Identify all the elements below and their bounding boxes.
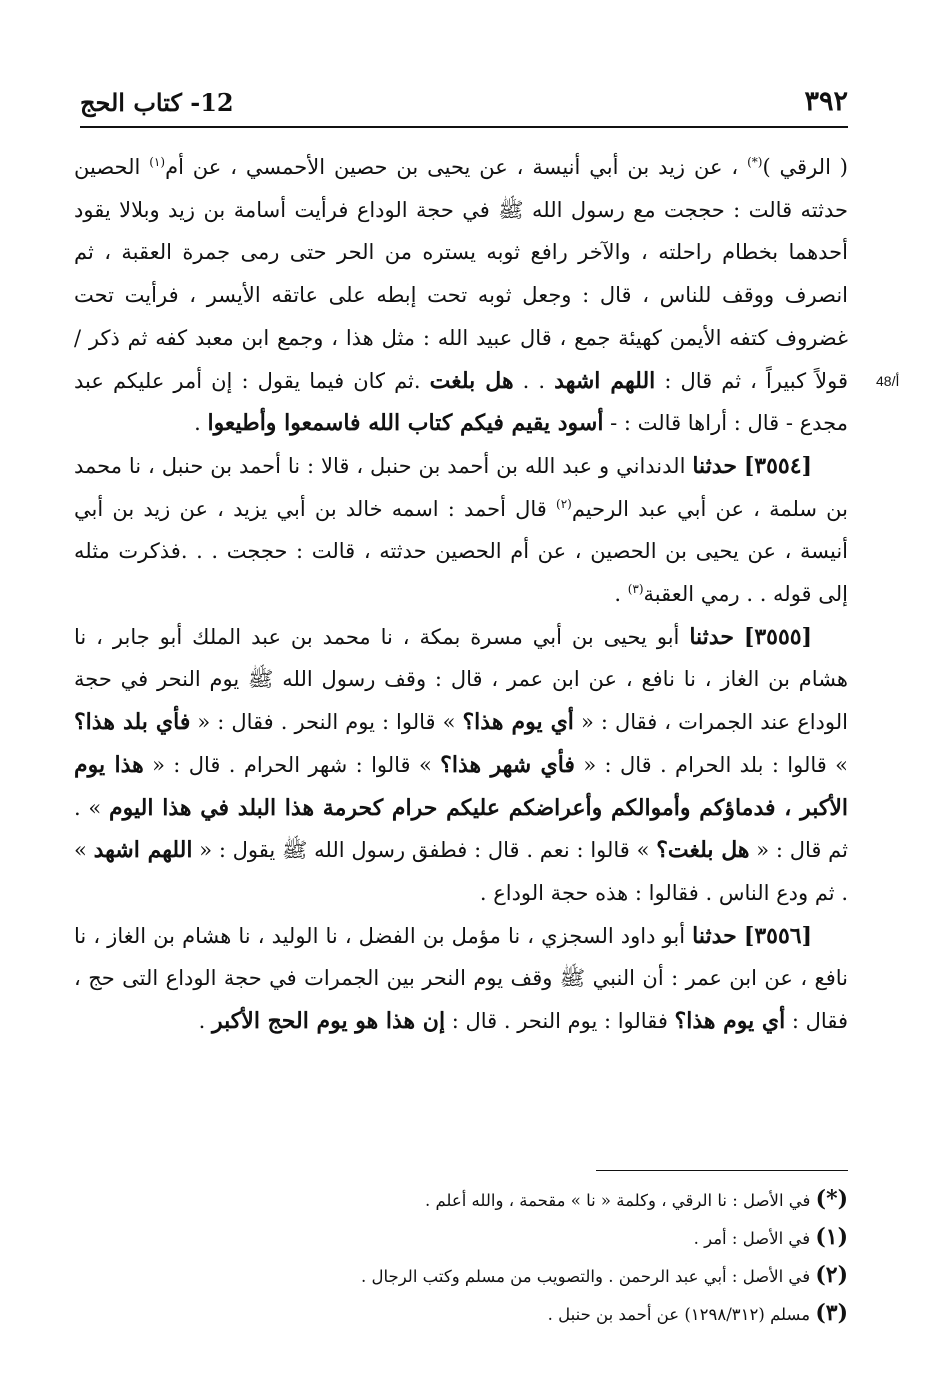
footnote-item <box>150 1219 848 1257</box>
bold-quote: أي يوم هذا؟ <box>462 709 574 736</box>
bold-quote: هل بلغت؟ <box>656 837 750 864</box>
bold-quote: أسود يقيم فيكم كتاب الله فاسمعوا وأطيعوا <box>207 410 604 437</box>
footnote-mark: (٢) <box>815 1262 848 1288</box>
footnote-marker: (*) <box>747 155 763 169</box>
text-segment: قال أحمد : اسمه خالد بن أبي يزيد ، عن زيد بن أبي أنيسة ، عن يحيى بن الحصين ، عن أم الحصين حدثته ، قالت : حججت . . .فذكرت مثله إلى قوله . . رمي العقبة <box>74 496 848 607</box>
footnote-marker: (١) <box>149 155 166 169</box>
footnote-mark: (*) <box>815 1186 848 1212</box>
manuscript-folio-reference: 48/أ <box>876 373 900 389</box>
text-segment: » قالوا : نعم . قال : فطفق رسول الله ﷺ يقول : « <box>192 838 657 863</box>
text-segment: أبو داود السجزي ، نا مؤمل بن الفضل ، نا الوليد ، نا هشام بن الغاز ، نا نافع ، عن ابن عمر : أن النبي ﷺ وقف يوم النحر بين الجمرات في حجة الوداع التى حج ، فقال : <box>74 923 848 1034</box>
running-title: 12- كتاب الحج <box>80 88 234 117</box>
bold-quote: هذا يوم الأكبر ، فدماؤكم وأموالكم وأعراضكم عليكم حرام كحرمة هذا البلد في هذا اليوم <box>74 751 848 821</box>
bold-quote: إن هذا هو يوم الحج الأكبر <box>212 1008 446 1035</box>
text-segment: ( الرقي ) <box>762 155 849 179</box>
footnote-item <box>150 1181 848 1219</box>
footnote-item <box>150 1257 848 1295</box>
text-segment: . <box>614 582 628 607</box>
text-segment: الدنداني و عبد الله بن أحمد بن حنبل ، قالا : نا أحمد بن حنبل ، نا محمد بن سلمة ، عن أبي عبد الرحيم <box>74 453 849 521</box>
hadith-number: [٣٥٥٦] <box>743 922 812 949</box>
footnote-marker: (٣) <box>627 582 644 597</box>
hadith-3555 <box>74 616 848 915</box>
text-segment: ، عن زيد بن أبي أنيسة ، عن يحيى بن حصين الأحمسي ، عن أم <box>165 155 748 179</box>
text-segment: » . ثم ودع الناس . فقالوا : هذه حجة الوداع . <box>74 838 848 905</box>
hadith-number: [٣٥٥٤] <box>743 452 812 479</box>
text-segment: فقالوا : يوم النحر . قال : <box>445 1009 675 1034</box>
text-segment: » قالوا : شهر الحرام . قال : « <box>143 752 441 777</box>
text-segment: .ثم كان فيما يقول : إن أمر عليكم عبد مجدع - قال : أراها قالت : - <box>74 368 848 436</box>
bold-quote: فأي شهر هذا؟ <box>440 751 575 778</box>
hadith-lead: حدثنا <box>689 623 734 650</box>
page-number: ٣٩٢ <box>804 86 848 117</box>
footnote-text: في الأصل : أبي عبد الرحمن . والتصويب من مسلم وكتب الرجال . <box>361 1267 816 1286</box>
bold-quote: فأي بلد هذا؟ <box>74 709 191 736</box>
footnote-text: في الأصل : نا الرقي ، وكلمة « نا » مقحمة ، والله أعلم . <box>424 1191 816 1210</box>
text-segment: . <box>194 411 208 436</box>
hadith-3556 <box>74 915 848 1043</box>
bold-quote: اللهم اشهد <box>554 367 656 394</box>
bold-quote: أي يوم هذا؟ <box>674 1008 786 1035</box>
hadith-lead: حدثنا <box>692 922 737 949</box>
bold-quote: اللهم اشهد <box>93 837 193 864</box>
continuation-paragraph <box>74 146 848 445</box>
footnote-text: في الأصل : أمر . <box>693 1229 816 1248</box>
text-segment: » . ثم قال : « <box>74 795 848 863</box>
footnote-mark: (٣) <box>815 1300 848 1326</box>
text-segment: الحصين حدثته قالت : حججت مع رسول الله ﷺ في حجة الوداع فرأيت أسامة بن زيد وبلالا يقود أحدهما بخطام راحلته ، والآخر رافع ثوبه يستره من الحر حتى رمى جمرة العقبة ، ثم انصرف ووقف للناس ، قال : وجعل ثوبه تحت إبطه على عاتقه الأيسر ، فرأيت تحت غضروف كتفه الأيمن كهيئة جمع ، قال عبيد الله : مثل هذا ، وجمع ابن معبد كفه ثم ذكر / قولاً كبيراً ، ثم قال : <box>74 155 848 393</box>
footnote-item <box>150 1295 848 1333</box>
footnote-divider <box>596 1170 848 1171</box>
hadith-3554 <box>74 445 848 616</box>
text-segment: . <box>198 1009 213 1034</box>
footnote-marker: (٢) <box>556 496 572 511</box>
hadith-number: [٣٥٥٥] <box>743 623 813 650</box>
main-text <box>74 146 848 1043</box>
page-header <box>80 80 848 128</box>
hadith-lead: حدثنا <box>692 452 737 479</box>
footnote-text: مسلم (١٢٩٨/٣١٢) عن أحمد بن حنبل . <box>547 1305 816 1324</box>
text-segment: » قالوا : بلد الحرام . قال : « <box>574 752 848 777</box>
text-segment: » قالوا : يوم النحر . فقال : « <box>190 710 463 735</box>
text-segment: . . <box>513 368 555 393</box>
footnotes <box>150 1181 848 1333</box>
bold-quote: هل بلغت <box>429 367 514 394</box>
text-segment: أبو يحيى بن أبي مسرة بمكة ، نا محمد بن عبد الملك أبو جابر ، نا هشام بن الغاز ، نا نافع ، عن ابن عمر ، قال : وقف رسول الله ﷺ يوم النحر في حجة الوداع عند الجمرات ، فقال : « <box>74 624 848 735</box>
footnote-mark: (١) <box>815 1224 848 1250</box>
